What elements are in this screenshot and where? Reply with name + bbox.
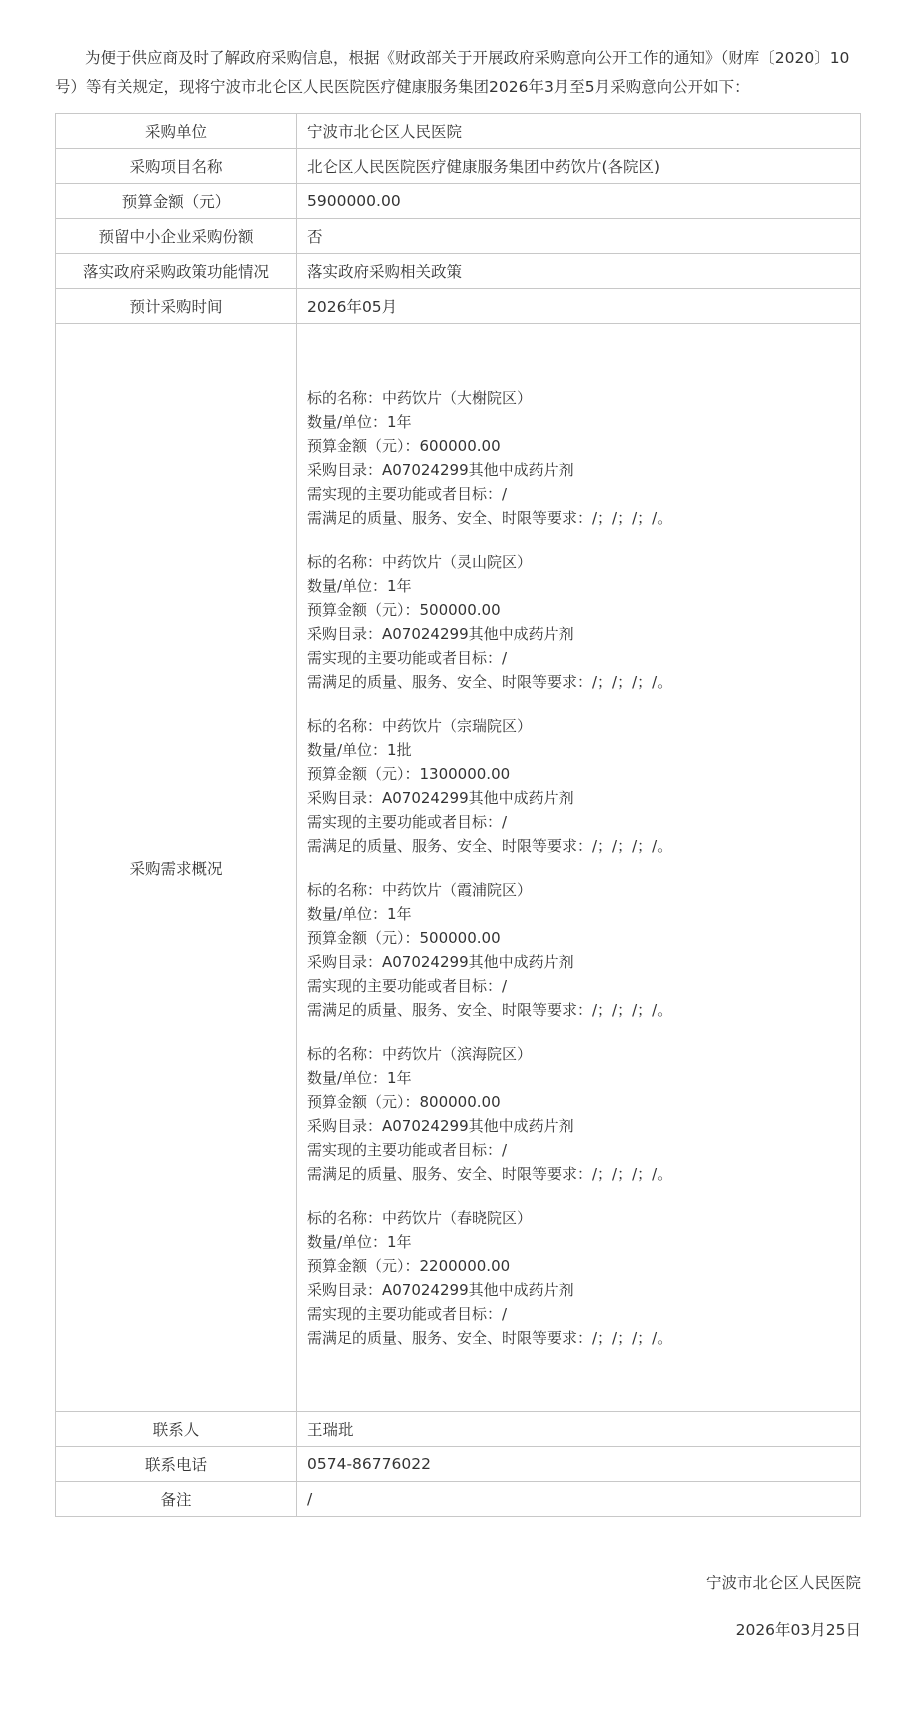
lot-requirements: 需满足的质量、服务、安全、时限等要求：/；/；/；/。: [307, 508, 673, 527]
lot-budget: 预算金额（元）：600000.00: [307, 436, 501, 455]
lot-catalog: 采购目录：A07024299其他中成药片剂: [307, 624, 574, 643]
table-row-demand: [56, 324, 861, 1412]
lot-quantity: 数量/单位：1批: [307, 740, 412, 759]
row-value-demand: [297, 324, 861, 1412]
row-label-sme-share: 预留中小企业采购份额: [56, 219, 297, 254]
lot-requirements: 需满足的质量、服务、安全、时限等要求：/；/；/；/。: [307, 1328, 673, 1347]
lot-requirements: 需满足的质量、服务、安全、时限等要求：/；/；/；/。: [307, 1000, 673, 1019]
lot-quantity: 数量/单位：1年: [307, 412, 412, 431]
row-value-purchaser: 宁波市北仑区人民医院: [297, 114, 861, 149]
table-row: [56, 114, 861, 149]
lot-catalog: 采购目录：A07024299其他中成药片剂: [307, 788, 574, 807]
table-row: [56, 184, 861, 219]
lot-budget: 预算金额（元）：500000.00: [307, 600, 501, 619]
lot-quantity: 数量/单位：1年: [307, 576, 412, 595]
row-value-contact: 王瑞玭: [297, 1412, 861, 1447]
lot-budget: 预算金额（元）：1300000.00: [307, 764, 511, 783]
table-row: [56, 1482, 861, 1517]
table-row: [56, 149, 861, 184]
row-label-demand: 采购需求概况: [56, 324, 297, 1412]
row-label-project-name: 采购项目名称: [56, 149, 297, 184]
signature-date: 2026年03月25日: [735, 1621, 861, 1639]
row-label-remarks: 备注: [56, 1482, 297, 1517]
signature-organization: 宁波市北仑区人民医院: [705, 1574, 861, 1592]
table-row: [56, 1447, 861, 1482]
lot-item: [297, 878, 860, 1022]
lot-name: 标的名称：中药饮片（滨海院区）: [307, 1044, 533, 1063]
row-value-sme-share: 否: [297, 219, 861, 254]
lot-quantity: 数量/单位：1年: [307, 1068, 412, 1087]
lot-catalog: 采购目录：A07024299其他中成药片剂: [307, 952, 574, 971]
row-label-purchaser: 采购单位: [56, 114, 297, 149]
table-row: [56, 289, 861, 324]
row-label-policy: 落实政府采购政策功能情况: [56, 254, 297, 289]
row-label-budget: 预算金额（元）: [56, 184, 297, 219]
row-label-planned-time: 预计采购时间: [56, 289, 297, 324]
lot-item: [297, 1206, 860, 1350]
lot-name: 标的名称：中药饮片（大榭院区）: [307, 388, 533, 407]
lot-goal: 需实现的主要功能或者目标：/: [307, 1304, 508, 1323]
row-value-remarks: /: [297, 1482, 861, 1517]
lot-requirements: 需满足的质量、服务、安全、时限等要求：/；/；/；/。: [307, 836, 673, 855]
lot-name: 标的名称：中药饮片（春晓院区）: [307, 1208, 533, 1227]
table-row: [56, 1412, 861, 1447]
row-value-policy: 落实政府采购相关政策: [297, 254, 861, 289]
lot-requirements: 需满足的质量、服务、安全、时限等要求：/；/；/；/。: [307, 1164, 673, 1183]
lot-item: [297, 714, 860, 858]
lot-budget: 预算金额（元）：500000.00: [307, 928, 501, 947]
table-row: [56, 219, 861, 254]
row-value-phone: 0574-86776022: [297, 1447, 861, 1482]
lot-item: [297, 1042, 860, 1186]
lot-goal: 需实现的主要功能或者目标：/: [307, 1140, 508, 1159]
lot-goal: 需实现的主要功能或者目标：/: [307, 812, 508, 831]
row-value-planned-time: 2026年05月: [297, 289, 861, 324]
lot-quantity: 数量/单位：1年: [307, 904, 412, 923]
lot-goal: 需实现的主要功能或者目标：/: [307, 648, 508, 667]
lot-catalog: 采购目录：A07024299其他中成药片剂: [307, 1116, 574, 1135]
lot-name: 标的名称：中药饮片（灵山院区）: [307, 552, 533, 571]
lot-catalog: 采购目录：A07024299其他中成药片剂: [307, 460, 574, 479]
procurement-intent-table: [55, 113, 861, 1517]
intro-paragraph: 为便于供应商及时了解政府采购信息，根据《财政部关于开展政府采购意向公开工作的通知》（财库〔2020〕10号）等有关规定，现将宁波市北仑区人民医院医疗健康服务集团2026年3月至5月采购意向公开如下：: [55, 49, 850, 96]
lot-requirements: 需满足的质量、服务、安全、时限等要求：/；/；/；/。: [307, 672, 673, 691]
lot-catalog: 采购目录：A07024299其他中成药片剂: [307, 1280, 574, 1299]
lot-item: [297, 386, 860, 530]
lot-name: 标的名称：中药饮片（霞浦院区）: [307, 880, 533, 899]
lot-quantity: 数量/单位：1年: [307, 1232, 412, 1251]
lot-budget: 预算金额（元）：2200000.00: [307, 1256, 511, 1275]
row-value-project-name: 北仑区人民医院医疗健康服务集团中药饮片(各院区): [297, 149, 861, 184]
row-value-budget: 5900000.00: [297, 184, 861, 219]
row-label-phone: 联系电话: [56, 1447, 297, 1482]
lot-item: [297, 550, 860, 694]
table-row: [56, 254, 861, 289]
lot-goal: 需实现的主要功能或者目标：/: [307, 976, 508, 995]
lot-budget: 预算金额（元）：800000.00: [307, 1092, 501, 1111]
lot-goal: 需实现的主要功能或者目标：/: [307, 484, 508, 503]
lot-name: 标的名称：中药饮片（宗瑞院区）: [307, 716, 533, 735]
row-label-contact: 联系人: [56, 1412, 297, 1447]
